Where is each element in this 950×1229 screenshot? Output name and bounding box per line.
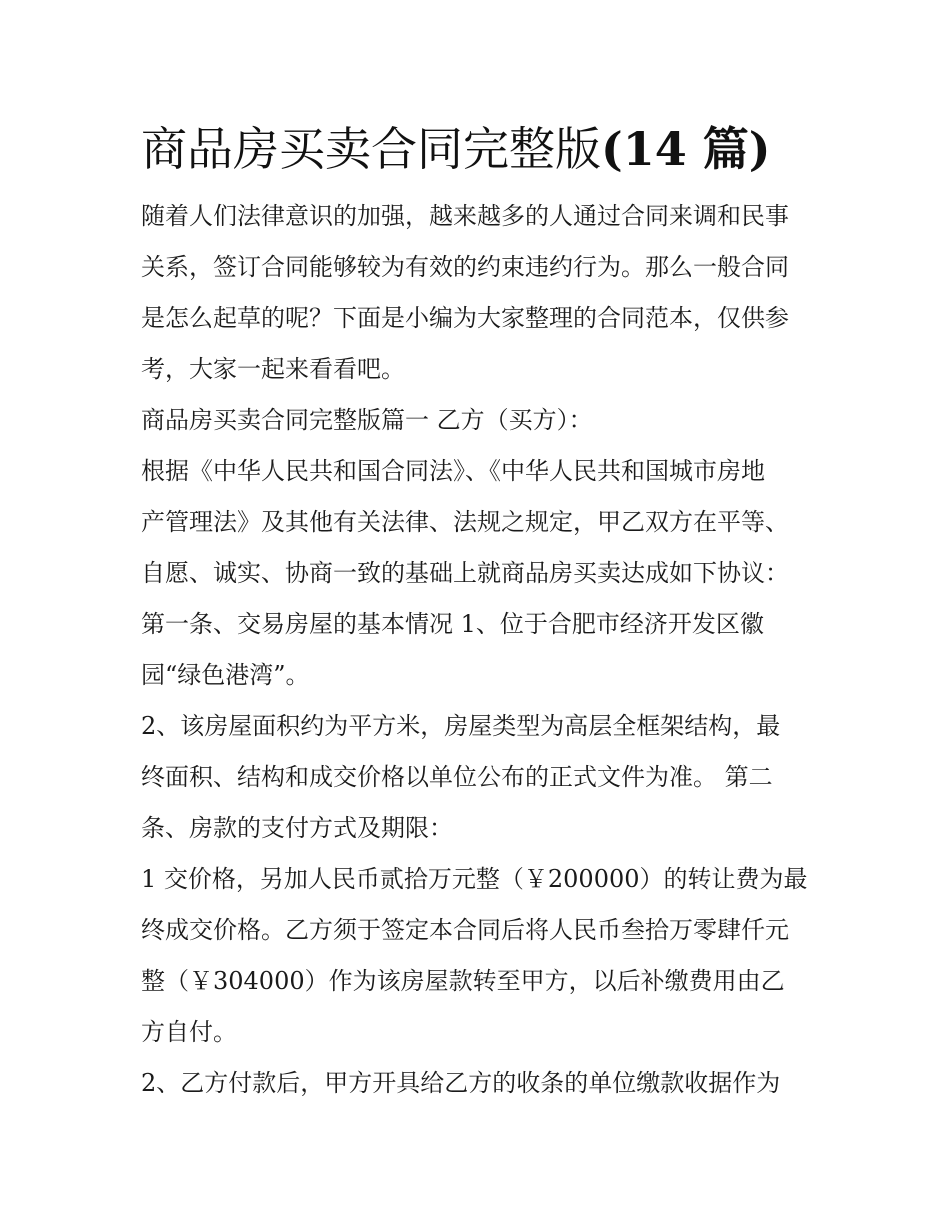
body-line: 随着人们法律意识的加强，越来越多的人通过合同来调和民事: [141, 202, 789, 230]
body-line: 园“绿色港湾”。: [141, 661, 310, 689]
body-line: 产管理法》及其他有关法律、法规之规定，甲乙双方在平等、: [141, 508, 789, 536]
body-line: 考，大家一起来看看吧。: [141, 355, 405, 383]
document-content: [141, 118, 831, 1120]
document-title-main: 商品房买卖合同完整版: [141, 122, 601, 176]
body-line: 是怎么起草的呢？下面是小编为大家整理的合同范本，仅供参: [141, 304, 789, 332]
body-line: 条、房款的支付方式及期限：: [141, 814, 453, 842]
body-line: 2、乙方付款后，甲方开具给乙方的收条的单位缴款收据作为: [141, 1069, 781, 1097]
body-line: 根据《中华人民共和国合同法》、《中华人民共和国城市房地: [141, 457, 765, 485]
document-title: [141, 118, 831, 180]
body-line: 终面积、结构和成交价格以单位公布的正式文件为准。 第二: [141, 763, 773, 791]
body-line: 方自付。: [141, 1018, 237, 1046]
body-line: 整（￥304000）作为该房屋款转至甲方，以后补缴费用由乙: [141, 967, 785, 995]
document-body: [141, 202, 831, 1120]
body-line: 1 交价格，另加人民币贰拾万元整（￥200000）的转让费为最: [141, 865, 808, 893]
body-line: 第一条、交易房屋的基本情况 1、位于合肥市经济开发区徽: [141, 610, 764, 638]
body-line: 商品房买卖合同完整版篇一 乙方（买方）：: [141, 406, 593, 434]
body-line: 2、该房屋面积约为平方米，房屋类型为高层全框架结构，最: [141, 712, 781, 740]
document-title-count: (14 篇): [601, 122, 771, 176]
body-line: 终成交价格。乙方须于签定本合同后将人民币叁拾万零肆仟元: [141, 916, 789, 944]
body-line: 关系，签订合同能够较为有效的约束违约行为。那么一般合同: [141, 253, 789, 281]
body-line: 自愿、诚实、协商一致的基础上就商品房买卖达成如下协议：: [141, 559, 789, 587]
